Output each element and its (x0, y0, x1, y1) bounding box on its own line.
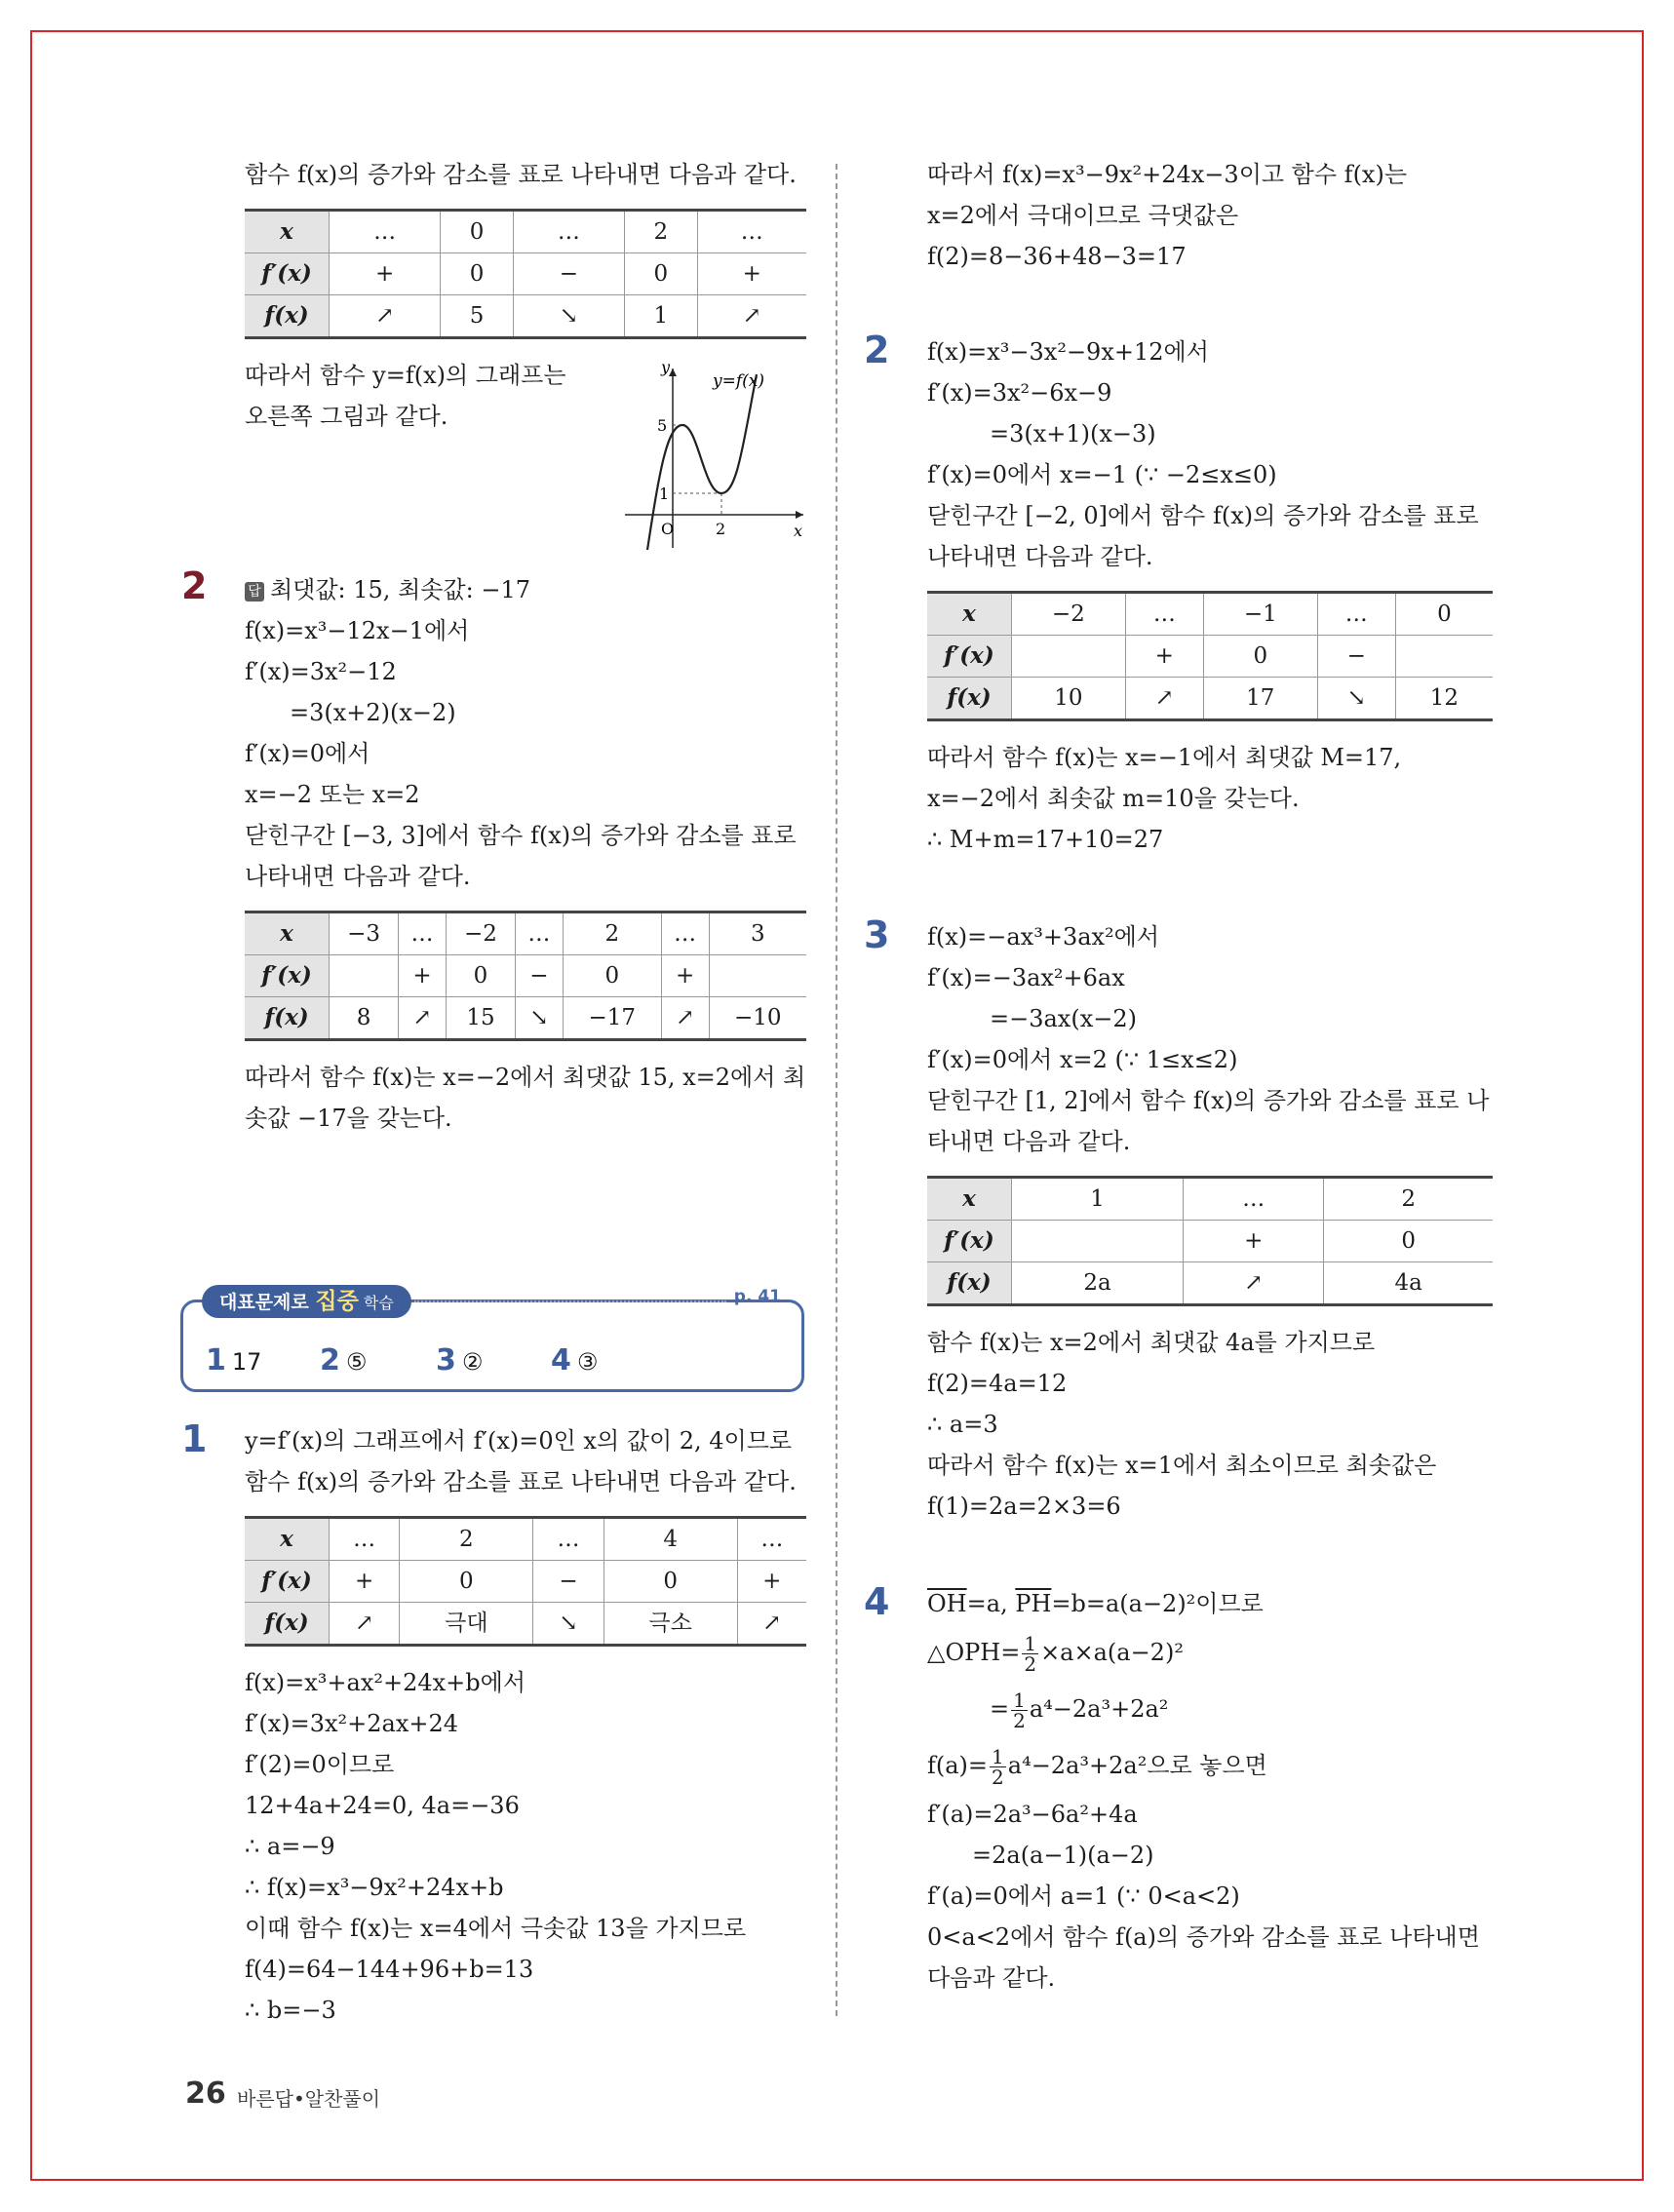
row-header: f′(x) (245, 955, 330, 997)
table-cell: 1 (1012, 1178, 1184, 1221)
r-problem-4-number: 4 (864, 1580, 890, 1623)
box-answer-1 (206, 1343, 261, 1378)
table-cell: 1 (625, 295, 697, 338)
r-problem-2-number: 2 (864, 329, 890, 371)
frac-den-2: 2 (1013, 1709, 1026, 1732)
r-problem-4 (864, 1580, 1493, 1999)
frac-den-3: 2 (992, 1766, 1004, 1789)
row-header: f(x) (927, 1262, 1012, 1305)
table-cell: 2 (400, 1518, 533, 1561)
frac-num-1: 1 (1024, 1632, 1037, 1655)
table-cell: − (513, 253, 624, 295)
problem-1b-number: 1 (181, 1417, 208, 1460)
rp4-l3-pre: = (990, 1695, 1010, 1723)
focus-box-dots (414, 1300, 726, 1302)
r-problem-2 (864, 329, 1493, 860)
box-answer-4-num: 4 (551, 1343, 571, 1378)
table-cell: + (399, 955, 447, 997)
box-answer-1-num: 1 (206, 1343, 226, 1378)
intro-text: 함수 f(x)의 증가와 감소를 표로 나타내면 다음과 같다. (245, 161, 797, 188)
box-answer-3 (436, 1343, 483, 1378)
answer-tag: 답 (245, 582, 264, 602)
table-cell: + (737, 1561, 806, 1603)
row-header: f′(x) (927, 636, 1012, 678)
variation-table-1 (245, 209, 806, 339)
table-cell: 4 (603, 1518, 737, 1561)
column-divider (836, 164, 837, 2016)
rp4-l3-post: a⁴−2a³+2a² (1029, 1695, 1169, 1723)
table-cell: + (330, 253, 441, 295)
table-cell: 0 (441, 211, 513, 253)
table-cell: + (697, 253, 806, 295)
box-answer-2 (320, 1343, 367, 1378)
fraction-half-1 (1022, 1634, 1038, 1674)
table-cell: … (513, 211, 624, 253)
y-tick-1: 1 (659, 485, 670, 503)
rp4-line-2 (927, 1624, 1493, 1681)
table-cell: 0 (1203, 636, 1317, 678)
table-cell: … (1184, 1178, 1324, 1221)
table-cell: … (515, 912, 563, 955)
rp2-paragraph: 닫힌구간 [−2, 0]에서 함수 f(x)의 증가와 감소를 표로 나타내면 다음과 같다. (927, 502, 1479, 570)
rp4-line-6: =2a(a−1)(a−2) (972, 1842, 1154, 1869)
table-row (245, 1518, 806, 1561)
problem-2-answer (245, 569, 806, 610)
rp3-line-4: f′(x)=0에서 x=2 (∵ 1≤x≤2) (927, 1046, 1238, 1073)
focus-study-box (180, 1285, 804, 1392)
graph-text-1: 따라서 함수 y=f(x)의 그래프는 (245, 362, 566, 389)
table-cell: 2 (625, 211, 697, 253)
table-row (245, 997, 806, 1040)
box-page-ref: p. 41 (733, 1287, 781, 1306)
rp2-line-1: f(x)=x³−3x²−9x+12에서 (927, 338, 1209, 366)
table-cell: ↗ (1125, 678, 1203, 720)
p2-line-5: x=−2 또는 x=2 (245, 781, 420, 808)
rp3-after-4: 따라서 함수 f(x)는 x=1에서 최소이므로 최솟값은 (927, 1452, 1437, 1479)
table-cell: ↗ (697, 295, 806, 338)
table-cell: ↗ (661, 997, 709, 1040)
row-header: f(x) (927, 678, 1012, 720)
table-cell: 0 (441, 253, 513, 295)
table-row (927, 636, 1493, 678)
book-title: 바른답•알찬풀이 (237, 2087, 381, 2111)
box-title-b: 집중 (315, 1289, 359, 1314)
rp3-after-3: ∴ a=3 (927, 1411, 998, 1438)
row-header: x (245, 1518, 330, 1561)
table-cell: + (1125, 636, 1203, 678)
table-cell: 극소 (603, 1603, 737, 1646)
table-row (245, 295, 806, 338)
right-column (864, 154, 1493, 1999)
p1b-line-4: 12+4a+24=0, 4a=−36 (245, 1792, 520, 1819)
rp3-line-3: =−3ax(x−2) (990, 1005, 1137, 1032)
frac-num-2: 1 (1013, 1688, 1026, 1712)
graph-section (245, 355, 806, 550)
table-cell: ↘ (513, 295, 624, 338)
box-answer-3-val: ② (461, 1348, 484, 1376)
p1b-line-8: f(4)=64−144+96+b=13 (245, 1956, 534, 1983)
fraction-half-3 (990, 1747, 1006, 1787)
curve-label: y=f(x) (713, 371, 764, 391)
row-header: x (927, 1178, 1012, 1221)
table-cell: ↘ (515, 997, 563, 1040)
table-cell: − (1317, 636, 1395, 678)
table-cell: 0 (1324, 1221, 1493, 1262)
table-cell (1012, 636, 1126, 678)
table-cell: 2 (1324, 1178, 1493, 1221)
rp2-after-3: ∴ M+m=17+10=27 (927, 826, 1164, 853)
table-row (927, 1221, 1493, 1262)
row-header: f′(x) (245, 253, 330, 295)
left-column (181, 154, 806, 1139)
rp4-paragraph: 0<a<2에서 함수 f(a)의 증가와 감소를 표로 나타내면 다음과 같다. (927, 1923, 1480, 1992)
p2-line-2: f′(x)=3x²−12 (245, 658, 397, 685)
table-cell: … (330, 211, 441, 253)
table-cell: −2 (446, 912, 515, 955)
fraction-half-2 (1011, 1690, 1028, 1730)
p1b-line-1: f(x)=x³+ax²+24x+b에서 (245, 1669, 526, 1696)
p1b-line-5: ∴ a=−9 (245, 1833, 335, 1860)
variation-table-4 (927, 591, 1493, 721)
table-row (245, 1561, 806, 1603)
row-header: f′(x) (245, 1561, 330, 1603)
p2-line-4: f′(x)=0에서 (245, 740, 370, 767)
frac-den-1: 2 (1024, 1652, 1037, 1676)
table-cell: 2 (563, 912, 661, 955)
rp2-line-3: =3(x+1)(x−3) (990, 420, 1156, 447)
table-cell (330, 955, 399, 997)
table-cell: ↗ (330, 1603, 400, 1646)
x-tick-2: 2 (716, 520, 726, 538)
row-header: x (245, 211, 330, 253)
table-cell: ↗ (1184, 1262, 1324, 1305)
rp4-line-5: f′(a)=2a³−6a²+4a (927, 1801, 1138, 1828)
problem-2 (181, 564, 806, 1139)
p1b-paragraph: y=f′(x)의 그래프에서 f′(x)=0인 x의 값이 2, 4이므로 함수 f(x)의 증가와 감소를 표로 나타내면 다음과 같다. (245, 1427, 797, 1495)
y-tick-5: 5 (657, 416, 668, 435)
rp4-line-7: f′(a)=0에서 a=1 (∵ 0<a<2) (927, 1882, 1240, 1910)
table-cell: … (330, 1518, 400, 1561)
table-cell: … (697, 211, 806, 253)
rp4-l2-pre: △OPH= (927, 1639, 1021, 1666)
rp2-line-4: f′(x)=0에서 x=−1 (∵ −2≤x≤0) (927, 461, 1277, 488)
table-cell: 0 (603, 1561, 737, 1603)
table-cell: −2 (1012, 593, 1126, 636)
table-cell: 3 (709, 912, 806, 955)
table-cell: 10 (1012, 678, 1126, 720)
table-cell: 0 (625, 253, 697, 295)
row-header: f(x) (245, 295, 330, 338)
table-row (245, 912, 806, 955)
table-cell: 0 (400, 1561, 533, 1603)
graph-text-2: 오른쪽 그림과 같다. (245, 403, 448, 430)
r-top-line-2: x=2에서 극대이므로 극댓값은 (927, 202, 1239, 229)
table-cell: 극대 (400, 1603, 533, 1646)
table-cell: … (737, 1518, 806, 1561)
row-header: x (927, 593, 1012, 636)
box-title-c: 학습 (358, 1294, 394, 1312)
rp3-paragraph: 닫힌구간 [1, 2]에서 함수 f(x)의 증가와 감소를 표로 나타내면 다음과 같다. (927, 1087, 1490, 1155)
function-graph (620, 357, 815, 552)
table-row (927, 593, 1493, 636)
table-row (927, 1262, 1493, 1305)
variation-table-2 (245, 911, 806, 1041)
rp3-after-2: f(2)=4a=12 (927, 1370, 1068, 1397)
table-row (245, 253, 806, 295)
rp4-l1-d: =b=a(a−2)²이므로 (1051, 1590, 1264, 1617)
box-answer-3-num: 3 (436, 1343, 456, 1378)
table-cell: −3 (330, 912, 399, 955)
table-row (245, 211, 806, 253)
table-cell: ↘ (1317, 678, 1395, 720)
r-top-line-3: f(2)=8−36+48−3=17 (927, 243, 1187, 270)
table-cell (709, 955, 806, 997)
problem-2-answer-text: 최댓값: 15, 최솟값: −17 (270, 576, 530, 603)
row-header: f(x) (245, 1603, 330, 1646)
frac-num-3: 1 (992, 1745, 1004, 1768)
focus-box-title (202, 1285, 411, 1318)
table-cell: −1 (1203, 593, 1317, 636)
table-cell: 17 (1203, 678, 1317, 720)
box-answer-4-val: ③ (576, 1348, 599, 1376)
table-cell: ↗ (399, 997, 447, 1040)
table-cell: … (399, 912, 447, 955)
box-answer-1-val: 17 (231, 1348, 262, 1376)
segment-ph: $\overline{PH}$ (1015, 1590, 1052, 1617)
p2-conclusion: 따라서 함수 f(x)는 x=−2에서 최댓값 15, x=2에서 최솟값 −17을 갖는다. (245, 1064, 806, 1132)
variation-table-3 (245, 1516, 806, 1647)
rp4-l4-pre: f(a)= (927, 1752, 989, 1779)
rp4-l1-b: =a, (966, 1590, 1016, 1617)
box-answer-4 (551, 1343, 598, 1378)
rp3-line-1: f(x)=−ax³+3ax²에서 (927, 923, 1160, 951)
r-problem-3-number: 3 (864, 913, 890, 956)
table-cell: 5 (441, 295, 513, 338)
table-cell: −17 (563, 997, 661, 1040)
segment-oh: $\overline{OH}$ (927, 1590, 967, 1617)
table-cell: 15 (446, 997, 515, 1040)
table-cell: … (1125, 593, 1203, 636)
rp4-line-3 (927, 1681, 1493, 1737)
rp3-line-2: f′(x)=−3ax²+6ax (927, 964, 1125, 991)
table-cell: + (1184, 1221, 1324, 1262)
table-row (245, 1603, 806, 1646)
p1b-line-6: ∴ f(x)=x³−9x²+24x+b (245, 1874, 504, 1901)
p1b-line-2: f′(x)=3x²+2ax+24 (245, 1710, 458, 1737)
table-cell: 0 (563, 955, 661, 997)
table-cell: 8 (330, 997, 399, 1040)
table-cell (1012, 1221, 1184, 1262)
rp4-line-4 (927, 1737, 1493, 1794)
problem-1b (181, 1417, 806, 2031)
box-answer-2-num: 2 (320, 1343, 340, 1378)
table-cell: ↘ (533, 1603, 603, 1646)
rp4-l2-post: ×a×a(a−2)² (1040, 1639, 1184, 1666)
table-cell: … (1317, 593, 1395, 636)
y-axis-label: y (661, 358, 671, 376)
p1b-line-7: 이때 함수 f(x)는 x=4에서 극솟값 13을 가지므로 (245, 1915, 747, 1942)
rp3-after-5: f(1)=2a=2×3=6 (927, 1493, 1121, 1520)
p2-line-1: f(x)=x³−12x−1에서 (245, 617, 470, 644)
table-cell (1395, 636, 1493, 678)
table-cell: ↗ (737, 1603, 806, 1646)
table-cell: − (515, 955, 563, 997)
table-cell: 2a (1012, 1262, 1184, 1305)
table-cell: 4a (1324, 1262, 1493, 1305)
rp2-after-2: x=−2에서 최솟값 m=10을 갖는다. (927, 785, 1300, 812)
table-row (245, 955, 806, 997)
rp2-line-2: f′(x)=3x²−6x−9 (927, 379, 1112, 407)
table-row (927, 678, 1493, 720)
table-cell: + (330, 1561, 400, 1603)
table-cell: … (661, 912, 709, 955)
table-cell: 0 (446, 955, 515, 997)
table-cell: − (533, 1561, 603, 1603)
p2-paragraph: 닫힌구간 [−3, 3]에서 함수 f(x)의 증가와 감소를 표로 나타내면 다음과 같다. (245, 822, 797, 890)
rp4-l4-post: a⁴−2a³+2a²으로 놓으면 (1007, 1752, 1267, 1779)
problem-2-number: 2 (181, 564, 208, 607)
rp3-after-1: 함수 f(x)는 x=2에서 최댓값 4a를 가지므로 (927, 1329, 1376, 1356)
page-number: 26 (185, 2076, 226, 2111)
r-top-line-1: 따라서 f(x)=x³−9x²+24x−3이고 함수 f(x)는 (927, 161, 1408, 188)
table-cell: 0 (1395, 593, 1493, 636)
x-axis-label: x (794, 522, 803, 540)
r-problem-3 (864, 913, 1493, 1527)
p1b-line-3: f′(2)=0이므로 (245, 1751, 395, 1778)
p2-line-3: =3(x+2)(x−2) (290, 699, 456, 726)
row-header: x (245, 912, 330, 955)
table-cell: −10 (709, 997, 806, 1040)
p1b-line-9: ∴ b=−3 (245, 1997, 336, 2024)
box-answer-2-val: ⑤ (345, 1348, 368, 1376)
box-title-a: 대표문제로 (219, 1292, 316, 1313)
table-cell: + (661, 955, 709, 997)
rp2-after-1: 따라서 함수 f(x)는 x=−1에서 최댓값 M=17, (927, 744, 1402, 771)
rp4-line-1 (927, 1583, 1493, 1624)
table-row (927, 1178, 1493, 1221)
row-header: f(x) (245, 997, 330, 1040)
table-cell: … (533, 1518, 603, 1561)
table-cell: 12 (1395, 678, 1493, 720)
row-header: f′(x) (927, 1221, 1012, 1262)
origin-label: O (661, 520, 675, 538)
variation-table-5 (927, 1176, 1493, 1306)
table-cell: ↗ (330, 295, 441, 338)
